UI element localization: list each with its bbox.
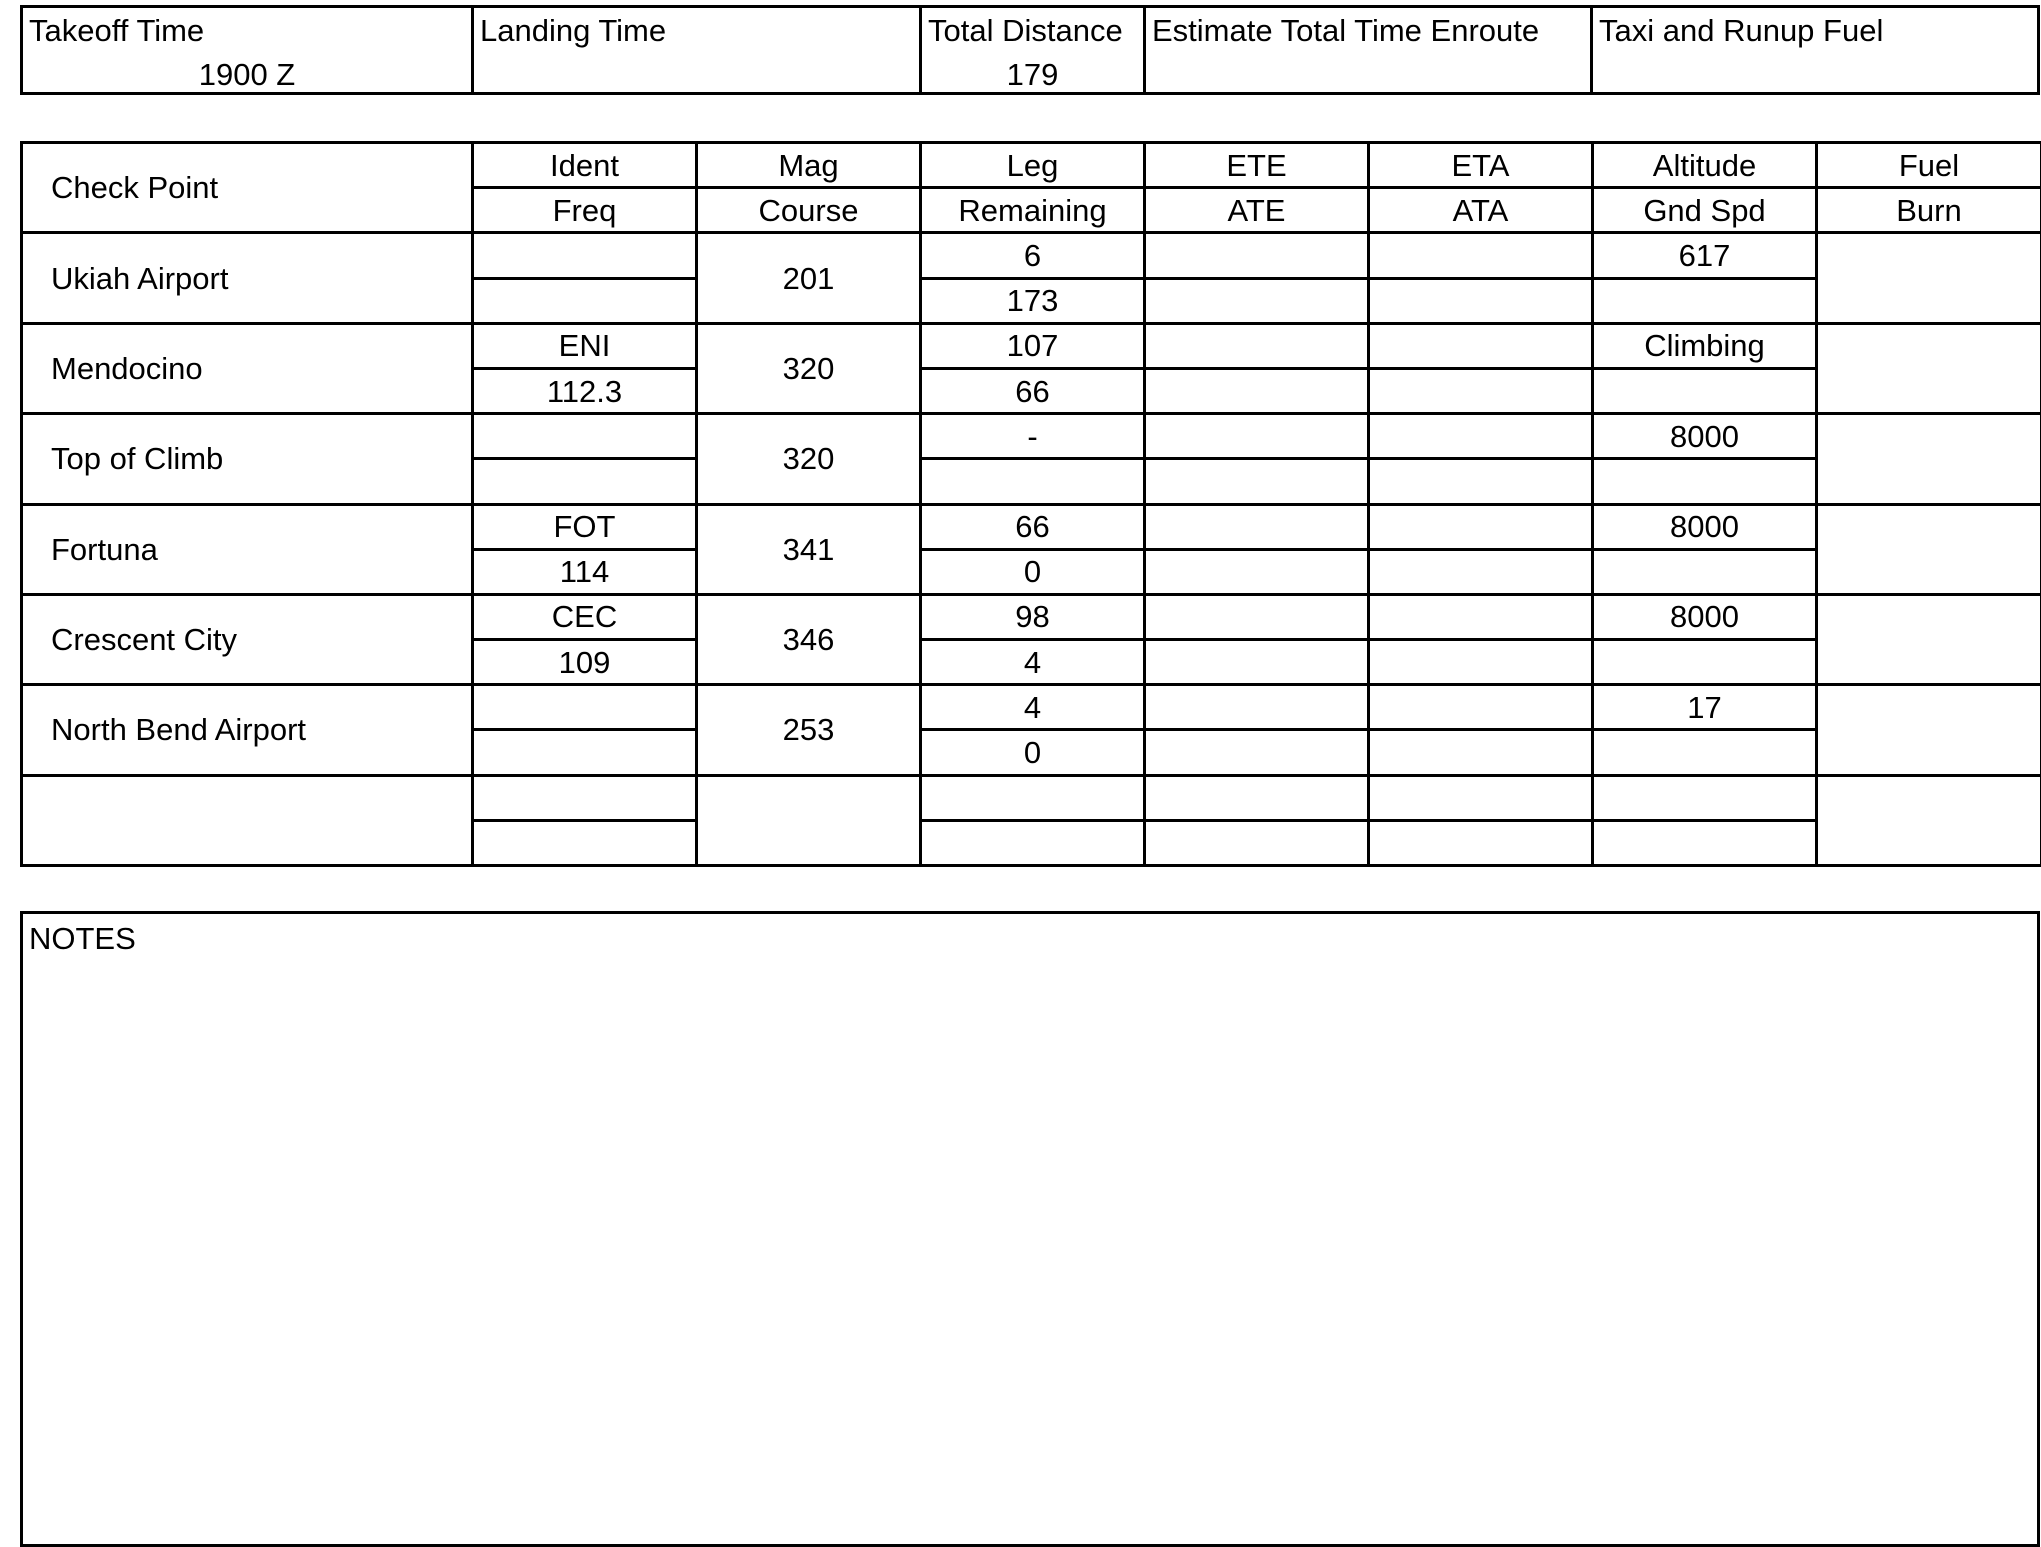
ete-cell[interactable] (1145, 775, 1369, 820)
leg-cell[interactable]: - (921, 414, 1145, 459)
mag-course-cell[interactable]: 320 (697, 323, 921, 413)
ate-cell[interactable] (1145, 278, 1369, 323)
remaining-cell[interactable]: 4 (921, 640, 1145, 685)
remaining-cell[interactable]: 0 (921, 549, 1145, 594)
fuel-burn-cell[interactable] (1817, 414, 2041, 504)
fuel-burn-cell[interactable] (1817, 775, 2041, 865)
ete-cell[interactable] (1145, 323, 1369, 368)
header-row-1 (22, 143, 2041, 188)
leg-cell[interactable] (921, 775, 1145, 820)
freq-cell[interactable] (473, 459, 697, 504)
ident-cell[interactable]: CEC (473, 594, 697, 639)
altitude-cell[interactable]: 8000 (1593, 594, 1817, 639)
leg-cell[interactable]: 66 (921, 504, 1145, 549)
ident-cell[interactable] (473, 233, 697, 278)
checkpoint-name[interactable]: Crescent City (22, 594, 473, 684)
header-ident: Ident (473, 143, 697, 188)
checkpoint-name[interactable] (22, 775, 473, 865)
ete-cell[interactable] (1145, 233, 1369, 278)
landing-time-field[interactable] (474, 8, 922, 92)
leg-cell[interactable]: 6 (921, 233, 1145, 278)
eta-cell[interactable] (1369, 775, 1593, 820)
leg-cell[interactable]: 4 (921, 685, 1145, 730)
remaining-cell[interactable] (921, 820, 1145, 865)
checkpoint-row (22, 685, 2041, 730)
taxi-fuel-field[interactable] (1593, 8, 2041, 92)
remaining-cell[interactable]: 66 (921, 368, 1145, 413)
ata-cell[interactable] (1369, 368, 1593, 413)
mag-course-cell[interactable]: 341 (697, 504, 921, 594)
remaining-cell[interactable]: 0 (921, 730, 1145, 775)
header-eta: ETA (1369, 143, 1593, 188)
checkpoint-name[interactable]: North Bend Airport (22, 685, 473, 775)
ete-cell[interactable] (1145, 685, 1369, 730)
takeoff-time-value[interactable]: 1900 Z (198, 57, 296, 92)
eta-cell[interactable] (1369, 323, 1593, 368)
ident-cell[interactable] (473, 775, 697, 820)
fuel-burn-cell[interactable] (1817, 594, 2041, 684)
header-course: Course (697, 188, 921, 233)
landing-time-label: Landing Time (480, 13, 667, 48)
checkpoint-name[interactable]: Ukiah Airport (22, 233, 473, 323)
freq-cell[interactable]: 112.3 (473, 368, 697, 413)
nav-log-table (20, 141, 2041, 867)
leg-cell[interactable]: 98 (921, 594, 1145, 639)
header-remaining: Remaining (921, 188, 1145, 233)
eta-cell[interactable] (1369, 594, 1593, 639)
header-mag: Mag (697, 143, 921, 188)
freq-cell[interactable] (473, 730, 697, 775)
header-check-point: Check Point (22, 143, 473, 233)
ident-cell[interactable] (473, 685, 697, 730)
eta-cell[interactable] (1369, 414, 1593, 459)
total-distance-field[interactable] (922, 8, 1146, 92)
takeoff-time-field[interactable] (23, 8, 474, 92)
header-leg: Leg (921, 143, 1145, 188)
checkpoint-row (22, 233, 2041, 278)
freq-cell[interactable] (473, 820, 697, 865)
ate-cell[interactable] (1145, 820, 1369, 865)
gnd-spd-cell[interactable] (1593, 278, 1817, 323)
leg-cell[interactable]: 107 (921, 323, 1145, 368)
gnd-spd-cell[interactable] (1593, 368, 1817, 413)
remaining-cell[interactable] (921, 459, 1145, 504)
checkpoint-name[interactable]: Top of Climb (22, 414, 473, 504)
header-ate: ATE (1145, 188, 1369, 233)
gnd-spd-cell[interactable] (1593, 640, 1817, 685)
ete-cell[interactable] (1145, 414, 1369, 459)
ata-cell[interactable] (1369, 820, 1593, 865)
ate-cell[interactable] (1145, 368, 1369, 413)
fuel-burn-cell[interactable] (1817, 504, 2041, 594)
header-altitude: Altitude (1593, 143, 1817, 188)
freq-cell[interactable]: 109 (473, 640, 697, 685)
ate-cell[interactable] (1145, 459, 1369, 504)
ata-cell[interactable] (1369, 459, 1593, 504)
header-fuel: Fuel (1817, 143, 2041, 188)
freq-cell[interactable] (473, 278, 697, 323)
notes-label: NOTES (29, 921, 136, 956)
fuel-burn-cell[interactable] (1817, 323, 2041, 413)
ate-cell[interactable] (1145, 549, 1369, 594)
altitude-cell[interactable] (1593, 775, 1817, 820)
ate-cell[interactable] (1145, 730, 1369, 775)
fuel-burn-cell[interactable] (1817, 685, 2041, 775)
ata-cell[interactable] (1369, 730, 1593, 775)
ata-cell[interactable] (1369, 640, 1593, 685)
ete-cell[interactable] (1145, 594, 1369, 639)
taxi-fuel-label: Taxi and Runup Fuel (1599, 13, 1884, 48)
gnd-spd-cell[interactable] (1593, 549, 1817, 594)
checkpoint-row (22, 775, 2041, 820)
altitude-cell[interactable]: Climbing (1593, 323, 1817, 368)
checkpoint-row (22, 504, 2041, 549)
fuel-burn-cell[interactable] (1817, 233, 2041, 323)
checkpoint-row (22, 594, 2041, 639)
checkpoint-row (22, 414, 2041, 459)
ate-cell[interactable] (1145, 640, 1369, 685)
eta-cell[interactable] (1369, 233, 1593, 278)
flight-summary (20, 5, 2040, 95)
takeoff-time-label: Takeoff Time (29, 13, 205, 48)
ete-total-field[interactable] (1146, 8, 1593, 92)
ata-cell[interactable] (1369, 278, 1593, 323)
gnd-spd-cell[interactable] (1593, 820, 1817, 865)
checkpoint-name[interactable]: Fortuna (22, 504, 473, 594)
remaining-cell[interactable]: 173 (921, 278, 1145, 323)
ete-total-label: Estimate Total Time Enroute (1152, 13, 1540, 48)
ident-cell[interactable] (473, 414, 697, 459)
header-freq: Freq (473, 188, 697, 233)
freq-cell[interactable]: 114 (473, 549, 697, 594)
altitude-cell[interactable]: 17 (1593, 685, 1817, 730)
total-distance-label: Total Distance (928, 13, 1123, 48)
gnd-spd-cell[interactable] (1593, 730, 1817, 775)
mag-course-cell[interactable]: 320 (697, 414, 921, 504)
ident-cell[interactable]: FOT (473, 504, 697, 549)
eta-cell[interactable] (1369, 685, 1593, 730)
checkpoint-name[interactable]: Mendocino (22, 323, 473, 413)
mag-course-cell[interactable]: 201 (697, 233, 921, 323)
altitude-cell[interactable]: 617 (1593, 233, 1817, 278)
notes-box[interactable] (20, 911, 2040, 1547)
header-ete: ETE (1145, 143, 1369, 188)
altitude-cell[interactable]: 8000 (1593, 414, 1817, 459)
mag-course-cell[interactable] (697, 775, 921, 865)
ete-cell[interactable] (1145, 504, 1369, 549)
altitude-cell[interactable]: 8000 (1593, 504, 1817, 549)
mag-course-cell[interactable]: 346 (697, 594, 921, 684)
ident-cell[interactable]: ENI (473, 323, 697, 368)
header-burn: Burn (1817, 188, 2041, 233)
mag-course-cell[interactable]: 253 (697, 685, 921, 775)
total-distance-value[interactable]: 179 (1006, 57, 1059, 92)
header-ata: ATA (1369, 188, 1593, 233)
eta-cell[interactable] (1369, 504, 1593, 549)
header-gnd-spd: Gnd Spd (1593, 188, 1817, 233)
ata-cell[interactable] (1369, 549, 1593, 594)
gnd-spd-cell[interactable] (1593, 459, 1817, 504)
checkpoint-row (22, 323, 2041, 368)
